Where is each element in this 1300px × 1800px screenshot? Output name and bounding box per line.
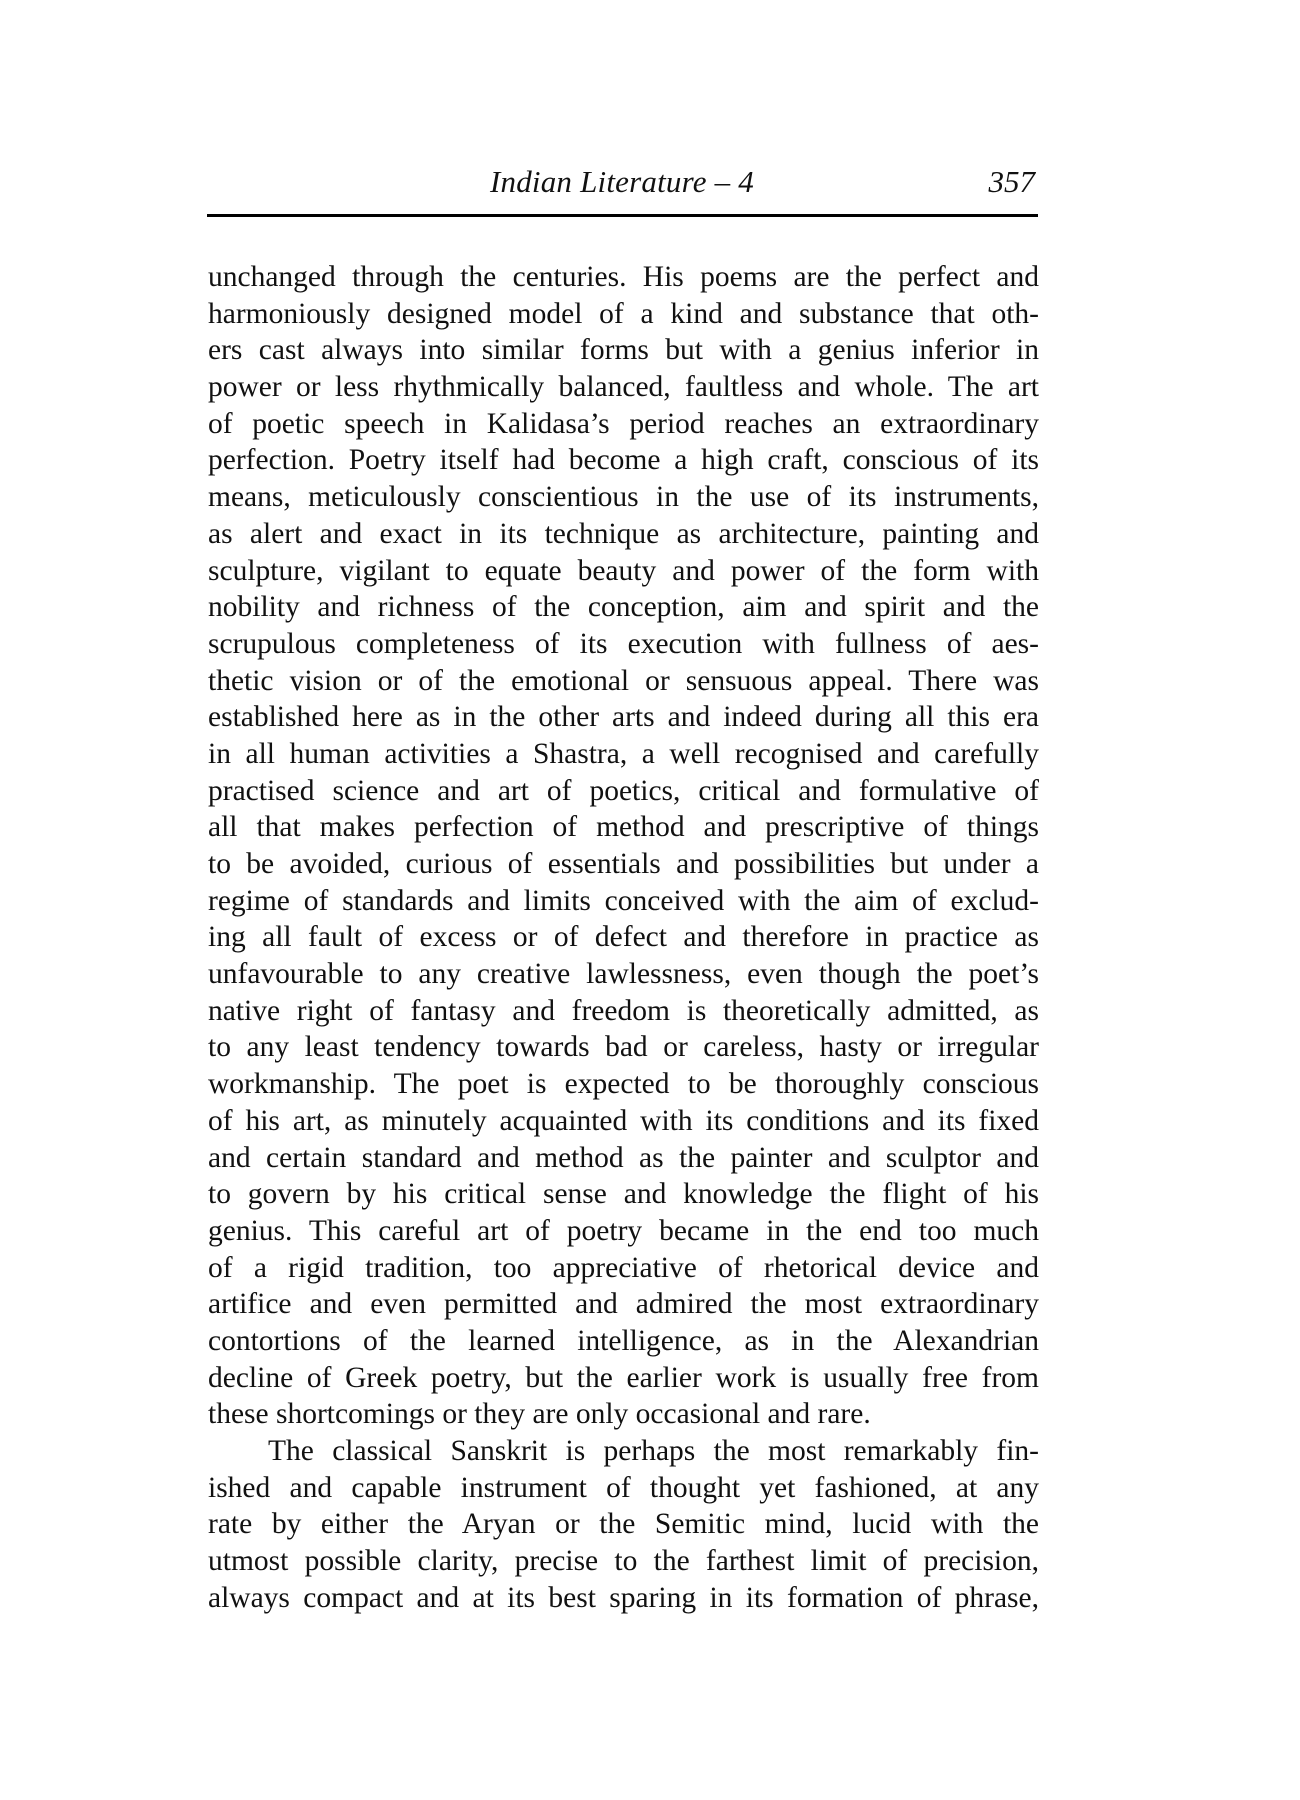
text-line: in all human activities a Shastra, a well recognised and carefully (208, 737, 1039, 770)
body-text (208, 259, 1039, 1616)
text-line: power or less rhythmically balanced, faultless and whole. The art (208, 371, 1039, 404)
text-line: and certain standard and method as the painter and sculptor and (208, 1141, 1039, 1174)
text-line: ers cast always into similar forms but with a genius inferior in (208, 334, 1039, 367)
text-line: practised science and art of poetics, critical and formulative of (208, 774, 1039, 807)
text-line: unchanged through the centuries. His poems are the perfect and (208, 261, 1039, 293)
text-line: contortions of the learned intelligence, as in the Alexandrian (208, 1324, 1039, 1357)
text-line: artifice and even permitted and admired the most extraordinary (208, 1288, 1039, 1321)
text-line: to any least tendency towards bad or careless, hasty or irregular (208, 1031, 1039, 1064)
text-line: of poetic speech in Kalidasa’s period reaches an extraordinary (208, 407, 1039, 440)
paragraph-1 (208, 259, 1039, 1433)
text-line: unfavourable to any creative lawlessness, even though the poet’s (208, 958, 1039, 991)
text-line: ished and capable instrument of thought yet fashioned, at any (208, 1471, 1039, 1504)
text-line: sculpture, vigilant to equate beauty and power of the form with (208, 554, 1039, 587)
text-line: ing all fault of excess or of defect and therefore in practice as (208, 921, 1039, 954)
text-line: harmoniously designed model of a kind and substance that oth- (208, 297, 1039, 330)
running-title: Indian Literature – 4 (490, 164, 754, 199)
text-line: The classical Sanskrit is perhaps the most remarkably fin- (268, 1435, 1039, 1467)
header-rule-divider (207, 214, 1038, 217)
text-line: means, meticulously conscientious in the use of its instruments, (208, 481, 1039, 514)
text-line: workmanship. The poet is expected to be thoroughly conscious (208, 1068, 1039, 1101)
text-line: regime of standards and limits conceived with the aim of exclud- (208, 884, 1039, 917)
text-line: scrupulous completeness of its execution with fullness of aes- (208, 627, 1039, 660)
text-line: nobility and richness of the conception, aim and spirit and the (208, 591, 1039, 624)
text-line: to govern by his critical sense and knowledge the flight of his (208, 1178, 1039, 1211)
text-line: to be avoided, curious of essentials and possibilities but under a (208, 848, 1039, 880)
text-line: genius. This careful art of poetry became in the end too much (208, 1214, 1039, 1247)
text-line: native right of fantasy and freedom is theoretically admitted, as (208, 994, 1039, 1027)
text-line: as alert and exact in its technique as architecture, painting and (208, 517, 1039, 550)
text-line: rate by either the Aryan or the Semitic mind, lucid with the (208, 1508, 1039, 1541)
text-line: of a rigid tradition, too appreciative of rhetorical device and (208, 1251, 1039, 1284)
text-line: thetic vision or of the emotional or sensuous appeal. There was (208, 664, 1039, 697)
page-number: 357 (988, 164, 1035, 199)
paragraph-2 (208, 1433, 1039, 1616)
text-line: always compact and at its best sparing in its formation of phrase, (208, 1581, 1039, 1614)
text-line: of his art, as minutely acquainted with its conditions and its fixed (208, 1104, 1039, 1137)
text-line: these shortcomings or they are only occasional and rare. (208, 1398, 871, 1431)
running-header (208, 160, 1038, 204)
text-line: utmost possible clarity, precise to the farthest limit of precision, (208, 1545, 1039, 1578)
text-line: established here as in the other arts and indeed during all this era (208, 701, 1039, 734)
text-line: all that makes perfection of method and prescriptive of things (208, 811, 1039, 844)
text-line: decline of Greek poetry, but the earlier work is usually free from (208, 1361, 1039, 1394)
text-line: perfection. Poetry itself had become a high craft, conscious of its (208, 444, 1039, 477)
